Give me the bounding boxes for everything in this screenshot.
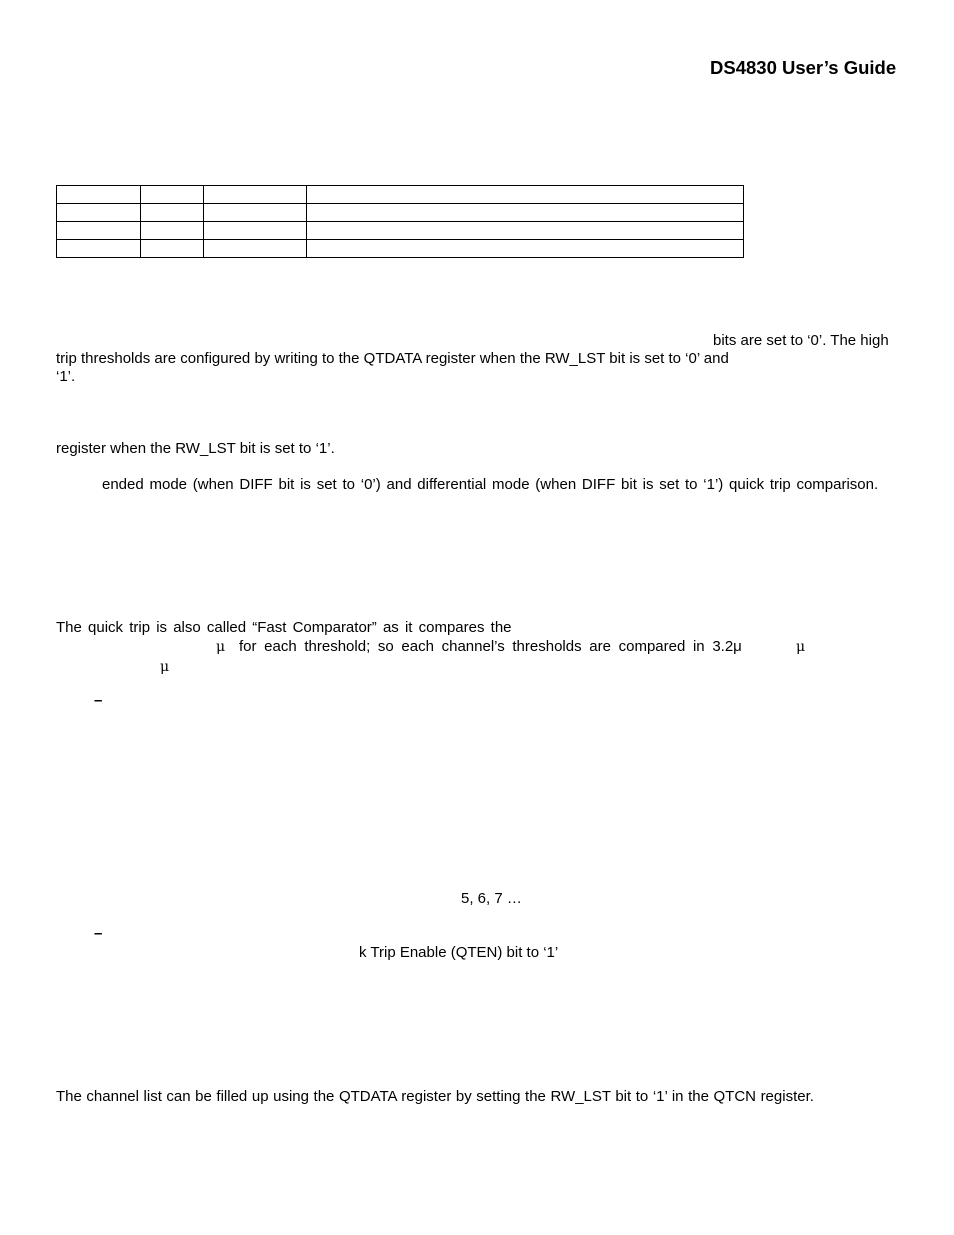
table-cell: [57, 204, 141, 222]
list-dash: –: [94, 692, 103, 709]
text-line: The quick trip is also called “Fast Comparator” as it compares the: [56, 619, 512, 636]
table-cell: [141, 204, 204, 222]
text-line: k Trip Enable (QTEN) bit to ‘1’: [359, 944, 559, 961]
table-cell: [307, 240, 744, 258]
table-cell: [204, 204, 307, 222]
table-cell: [57, 222, 141, 240]
text-line: ‘1’.: [56, 368, 76, 385]
text-line: bits are set to ‘0’. The high: [713, 332, 889, 349]
table-cell: [141, 222, 204, 240]
table-cell: [204, 240, 307, 258]
table-cell: [307, 204, 744, 222]
table-row: [57, 186, 744, 204]
table-cell: [141, 240, 204, 258]
mu-symbol: μ: [216, 639, 226, 655]
table-cell: [204, 222, 307, 240]
table-cell: [141, 186, 204, 204]
list-dash: –: [94, 925, 103, 942]
text-line: for each threshold; so each channel’s thresholds are compared in 3.2μ: [239, 638, 742, 655]
table-cell: [57, 186, 141, 204]
table-row: [57, 222, 744, 240]
text-line: register when the RW_LST bit is set to ‘1’.: [56, 440, 335, 457]
mu-symbol: μ: [160, 659, 170, 675]
mu-symbol: μ: [796, 639, 806, 655]
register-table: [56, 185, 744, 258]
page-header-title: DS4830 User’s Guide: [710, 57, 897, 78]
table-cell: [307, 186, 744, 204]
table-row: [57, 204, 744, 222]
table-cell: [204, 186, 307, 204]
text-line: The channel list can be filled up using the QTDATA register by setting the RW_LST bit to ‘1’ in the QTCN register.: [56, 1088, 814, 1105]
text-line: trip thresholds are configured by writing to the QTDATA register when the RW_LST bit is set to ‘0’ and: [56, 350, 729, 367]
table-row: [57, 240, 744, 258]
text-line: 5, 6, 7 …: [461, 890, 522, 907]
text-line: ended mode (when DIFF bit is set to ‘0’) and differential mode (when DIFF bit is set to ‘1’) quick trip comparison.: [102, 476, 879, 493]
table-cell: [307, 222, 744, 240]
table-cell: [57, 240, 141, 258]
